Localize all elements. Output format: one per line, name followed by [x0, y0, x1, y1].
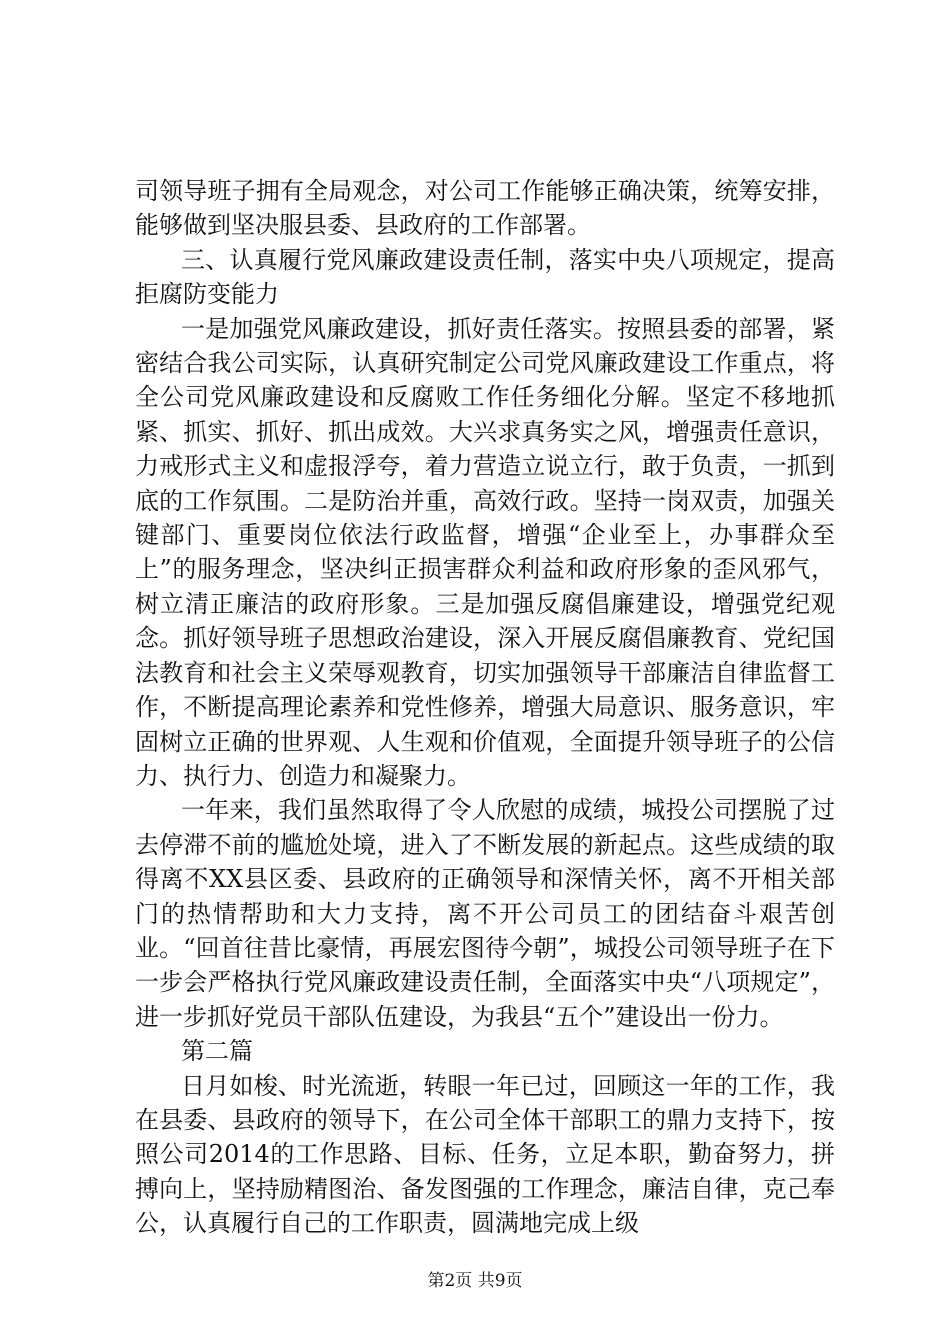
section-heading-second: 第二篇	[181, 1037, 253, 1066]
document-body	[135, 174, 835, 1241]
paragraph-4: 一年来，我们虽然取得了令人欣慰的成绩，城投公司摆脱了过去停滞不前的尴尬处境，进入了不断发展的新起点。这些成绩的取得离不XX县区委、县政府的正确领导和深情关怀，离不开相关部门的热情帮助和大力支持，离不开公司员工的团结奋斗艰苦创业。“回首往昔比豪情，再展宏图待今朝”，城投公司领导班子在下一步会严格执行党风廉政建设责任制，全面落实中央“八项规定”，进一步抓好党员干部队伍建设，为我县“五个”建设出一份力。	[135, 796, 835, 1031]
paragraph-2-heading: 三、认真履行党风廉政建设责任制，落实中央八项规定，提高拒腐防变能力	[135, 245, 835, 309]
paragraph-1: 司领导班子拥有全局观念，对公司工作能够正确决策，统筹安排，能够做到坚决服县委、县政府的工作部署。	[135, 177, 835, 240]
paragraph-6: 日月如梭、时光流逝，转眼一年已过，回顾这一年的工作，我在县委、县政府的领导下，在公司全体干部职工的鼎力支持下，按照公司2014的工作思路、目标、任务，立足本职，勤奋努力，拼搏向上，坚持励精图治、备发图强的工作理念，廉洁自律，克己奉公，认真履行自己的工作职责，圆满地完成上级	[135, 1071, 835, 1238]
page-footer: 第2页 共9页	[427, 1271, 523, 1291]
paragraph-3: 一是加强党风廉政建设，抓好责任落实。按照县委的部署，紧密结合我公司实际，认真研究制定公司党风廉政建设工作重点，将全公司党风廉政建设和反腐败工作任务细化分解。坚定不移地抓紧、抓实、抓好、抓出成效。大兴求真务实之风，增强责任意识，力戒形式主义和虚报浮夸，着力营造立说立行，敢于负责，一抓到底的工作氛围。二是防治并重，高效行政。坚持一岗双责，加强关键部门、重要岗位依法行政监督，增强“企业至上，办事群众至上”的服务理念，坚决纠正损害群众利益和政府形象的歪风邪气，树立清正廉洁的政府形象。三是加强反腐倡廉建设，增强党纪观念。抓好领导班子思想政治建设，深入开展反腐倡廉教育、党纪国法教育和社会主义荣辱观教育，切实加强领导干部廉洁自律监督工作，不断提高理论素养和党性修养，增强大局意识、服务意识，牢固树立正确的世界观、人生观和价值观，全面提升领导班子的公信力、执行力、创造力和凝聚力。	[135, 314, 835, 790]
